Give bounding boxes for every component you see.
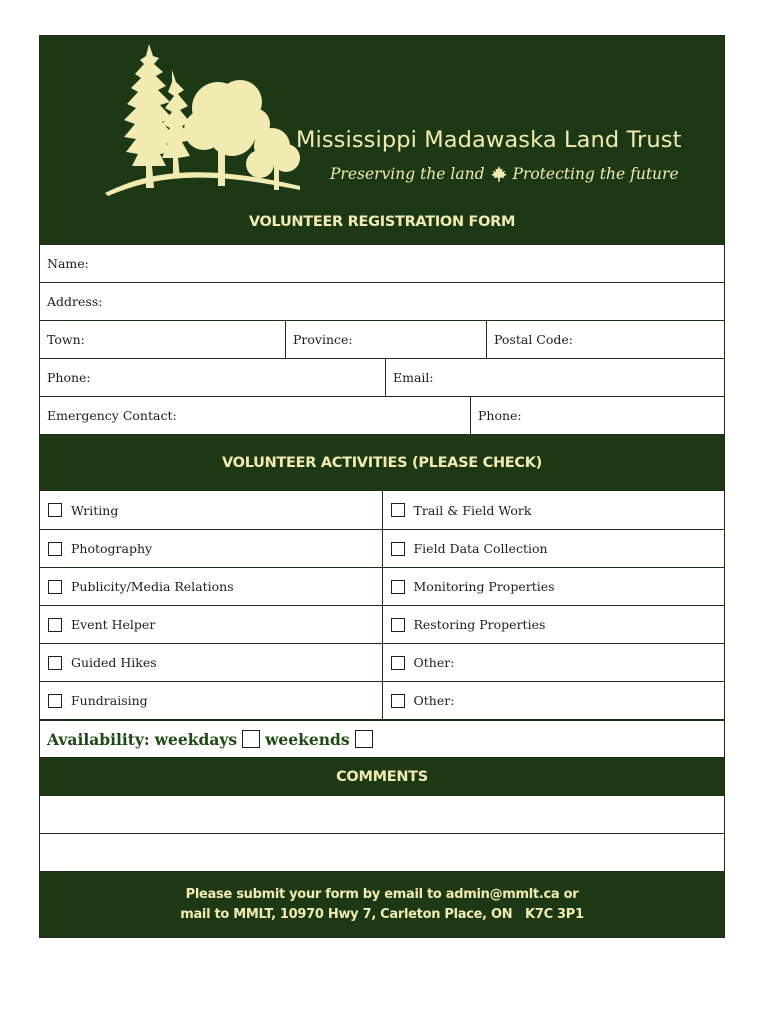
tagline-left: Preserving the land bbox=[330, 165, 485, 183]
activity-label: Field Data Collection bbox=[413, 541, 548, 556]
form-title: VOLUNTEER REGISTRATION FORM bbox=[248, 214, 516, 230]
checkbox[interactable] bbox=[391, 580, 405, 594]
phone-email-row bbox=[40, 358, 724, 396]
activity-item[interactable] bbox=[383, 491, 725, 529]
activity-label: Monitoring Properties bbox=[413, 579, 555, 594]
checkbox[interactable] bbox=[391, 503, 405, 517]
checkbox[interactable] bbox=[48, 542, 62, 556]
trees-logo-icon bbox=[100, 42, 300, 232]
activity-label: Photography bbox=[71, 541, 153, 556]
activity-label: Guided Hikes bbox=[71, 655, 157, 670]
activity-item[interactable] bbox=[383, 529, 725, 567]
checkbox[interactable] bbox=[391, 618, 405, 632]
activity-label: Publicity/Media Relations bbox=[71, 579, 234, 594]
comments-heading: COMMENTS bbox=[40, 757, 724, 795]
name-field[interactable]: Name: bbox=[47, 256, 89, 271]
checkbox[interactable] bbox=[48, 580, 62, 594]
checkbox[interactable] bbox=[391, 656, 405, 670]
weekends-checkbox[interactable] bbox=[355, 730, 373, 748]
checkbox[interactable] bbox=[48, 618, 62, 632]
weekdays-checkbox[interactable] bbox=[242, 730, 260, 748]
activity-item[interactable] bbox=[40, 643, 382, 681]
checkbox[interactable] bbox=[48, 503, 62, 517]
activity-item[interactable] bbox=[40, 681, 382, 719]
tagline-right: Protecting the future bbox=[512, 165, 679, 183]
availability-label: Availability: bbox=[47, 729, 150, 749]
activity-item[interactable] bbox=[40, 605, 382, 643]
emergency-row bbox=[40, 396, 724, 434]
activity-label: Writing bbox=[71, 502, 119, 518]
weekdays-label: weekdays bbox=[154, 729, 238, 749]
emergency-contact-field[interactable]: Emergency Contact: bbox=[47, 408, 177, 423]
activity-label: Restoring Properties bbox=[413, 617, 546, 632]
submission-instructions bbox=[40, 871, 724, 937]
activity-label: Trail & Field Work bbox=[413, 502, 532, 518]
address-field[interactable]: Address: bbox=[47, 294, 103, 309]
footer-line-2: mail to MMLT, 10970 Hwy 7, Carleton Place, ON K7C 3P1 bbox=[180, 906, 584, 922]
checkbox[interactable] bbox=[391, 542, 405, 556]
checkbox[interactable] bbox=[48, 694, 62, 708]
org-tagline bbox=[330, 165, 679, 183]
activity-item[interactable] bbox=[383, 681, 725, 719]
form-header bbox=[40, 36, 724, 244]
comment-line[interactable] bbox=[40, 795, 724, 833]
org-name: Mississippi Madawaska Land Trust bbox=[296, 127, 682, 153]
activity-item[interactable] bbox=[383, 643, 725, 681]
town-field[interactable]: Town: bbox=[47, 332, 85, 347]
activity-label: Other: bbox=[413, 693, 455, 708]
footer-line-1: Please submit your form by email to admin@mmlt.ca or bbox=[185, 886, 579, 902]
checkbox[interactable] bbox=[48, 656, 62, 670]
activity-item[interactable] bbox=[40, 567, 382, 605]
activity-item[interactable] bbox=[40, 491, 382, 529]
activities-left-column bbox=[40, 491, 382, 719]
town-row bbox=[40, 320, 724, 358]
address-row bbox=[40, 282, 724, 320]
weekends-label: weekends bbox=[265, 729, 350, 749]
activity-item[interactable] bbox=[40, 529, 382, 567]
maple-leaf-icon bbox=[491, 166, 507, 182]
availability-row bbox=[40, 719, 724, 757]
activity-item[interactable] bbox=[383, 605, 725, 643]
name-row bbox=[40, 244, 724, 282]
activity-label: Event Helper bbox=[71, 617, 156, 632]
comment-line[interactable] bbox=[40, 833, 724, 871]
emergency-phone-field[interactable]: Phone: bbox=[470, 397, 724, 434]
phone-field[interactable]: Phone: bbox=[47, 370, 91, 385]
checkbox[interactable] bbox=[391, 694, 405, 708]
province-field[interactable]: Province: bbox=[285, 321, 486, 358]
activities-grid bbox=[40, 490, 724, 719]
email-field[interactable]: Email: bbox=[385, 359, 724, 396]
activities-heading: VOLUNTEER ACTIVITIES (PLEASE CHECK) bbox=[40, 434, 724, 490]
activity-label: Fundraising bbox=[71, 693, 148, 708]
activity-label: Other: bbox=[413, 655, 455, 670]
activities-right-column bbox=[382, 491, 725, 719]
postal-code-field[interactable]: Postal Code: bbox=[486, 321, 724, 358]
volunteer-registration-form bbox=[39, 35, 725, 938]
activity-item[interactable] bbox=[383, 567, 725, 605]
